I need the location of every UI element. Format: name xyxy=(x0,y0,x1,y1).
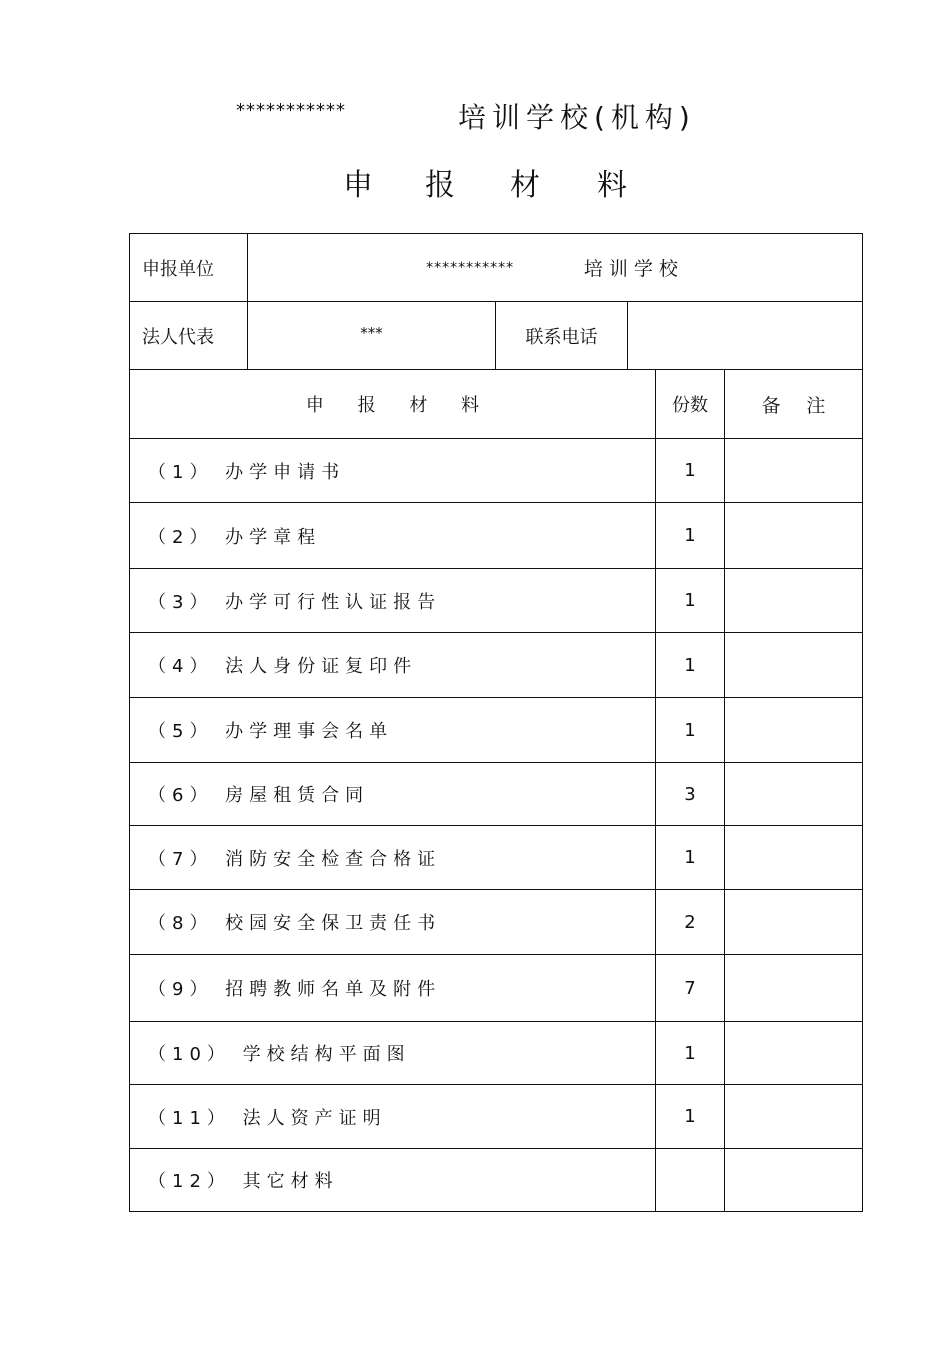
item-count: 1 xyxy=(656,503,725,569)
header-count: 份数 xyxy=(656,370,725,439)
title-stars: *********** xyxy=(236,100,346,121)
subtitle-char: 申 xyxy=(343,168,373,203)
phone-label: 联系电话 xyxy=(496,302,628,370)
item-count: 1 xyxy=(656,439,725,503)
document-title xyxy=(0,96,950,136)
header-note-char: 备 xyxy=(761,394,781,417)
table-row xyxy=(130,633,863,698)
unit-name-school: 培训学校 xyxy=(583,258,684,280)
phone-value xyxy=(628,302,863,370)
item-note xyxy=(725,1022,863,1085)
item-note xyxy=(725,1149,863,1212)
item-note xyxy=(725,633,863,698)
item-note xyxy=(725,826,863,890)
legal-rep-label: 法人代表 xyxy=(130,302,248,370)
subtitle-char: 报 xyxy=(425,168,455,203)
application-form-table xyxy=(129,233,863,1212)
header-material-char: 申 xyxy=(305,395,324,416)
table-row xyxy=(130,826,863,890)
item-label: （10） 学校结构平面图 xyxy=(130,1022,656,1085)
header-material xyxy=(130,370,656,439)
header-material-char: 材 xyxy=(409,395,428,416)
item-note xyxy=(725,439,863,503)
header-note-char: 注 xyxy=(806,394,826,417)
item-note xyxy=(725,569,863,633)
header-material-char: 料 xyxy=(461,395,480,416)
row-applicant-unit xyxy=(130,234,863,302)
item-label: （11） 法人资产证明 xyxy=(130,1085,656,1149)
row-legal-rep xyxy=(130,302,863,370)
item-count: 1 xyxy=(656,633,725,698)
table-row xyxy=(130,569,863,633)
item-note xyxy=(725,1085,863,1149)
item-label: （1） 办学申请书 xyxy=(130,439,656,503)
title-school-name: 培训学校(机构) xyxy=(458,101,696,134)
table-row xyxy=(130,503,863,569)
subtitle-char: 料 xyxy=(597,168,627,203)
item-label: （3） 办学可行性认证报告 xyxy=(130,569,656,633)
table-row xyxy=(130,1149,863,1212)
header-note xyxy=(725,370,863,439)
legal-rep-value: *** xyxy=(248,302,496,370)
item-note xyxy=(725,763,863,826)
item-count: 1 xyxy=(656,1085,725,1149)
item-label: （9） 招聘教师名单及附件 xyxy=(130,955,656,1022)
item-count: 2 xyxy=(656,890,725,955)
item-note xyxy=(725,503,863,569)
table-row xyxy=(130,1022,863,1085)
item-count: 1 xyxy=(656,826,725,890)
item-label: （5） 办学理事会名单 xyxy=(130,698,656,763)
item-count: 7 xyxy=(656,955,725,1022)
item-label: （4） 法人身份证复印件 xyxy=(130,633,656,698)
item-count: 1 xyxy=(656,698,725,763)
table-row xyxy=(130,955,863,1022)
unit-name-stars: *********** xyxy=(426,259,515,276)
item-label: （12） 其它材料 xyxy=(130,1149,656,1212)
row-column-headers xyxy=(130,370,863,439)
table-row xyxy=(130,1085,863,1149)
item-label: （6） 房屋租赁合同 xyxy=(130,763,656,826)
document-subtitle xyxy=(0,160,950,204)
item-note xyxy=(725,698,863,763)
item-label: （2） 办学章程 xyxy=(130,503,656,569)
table-row xyxy=(130,439,863,503)
item-label: （8） 校园安全保卫责任书 xyxy=(130,890,656,955)
item-count: 1 xyxy=(656,569,725,633)
item-count xyxy=(656,1149,725,1212)
header-material-char: 报 xyxy=(357,395,376,416)
item-note xyxy=(725,955,863,1022)
unit-value xyxy=(248,234,863,302)
table-row xyxy=(130,763,863,826)
unit-label: 申报单位 xyxy=(130,234,248,302)
item-count: 1 xyxy=(656,1022,725,1085)
table-row xyxy=(130,890,863,955)
table-row xyxy=(130,698,863,763)
item-count: 3 xyxy=(656,763,725,826)
item-note xyxy=(725,890,863,955)
subtitle-char: 材 xyxy=(510,168,540,203)
item-label: （7） 消防安全检查合格证 xyxy=(130,826,656,890)
